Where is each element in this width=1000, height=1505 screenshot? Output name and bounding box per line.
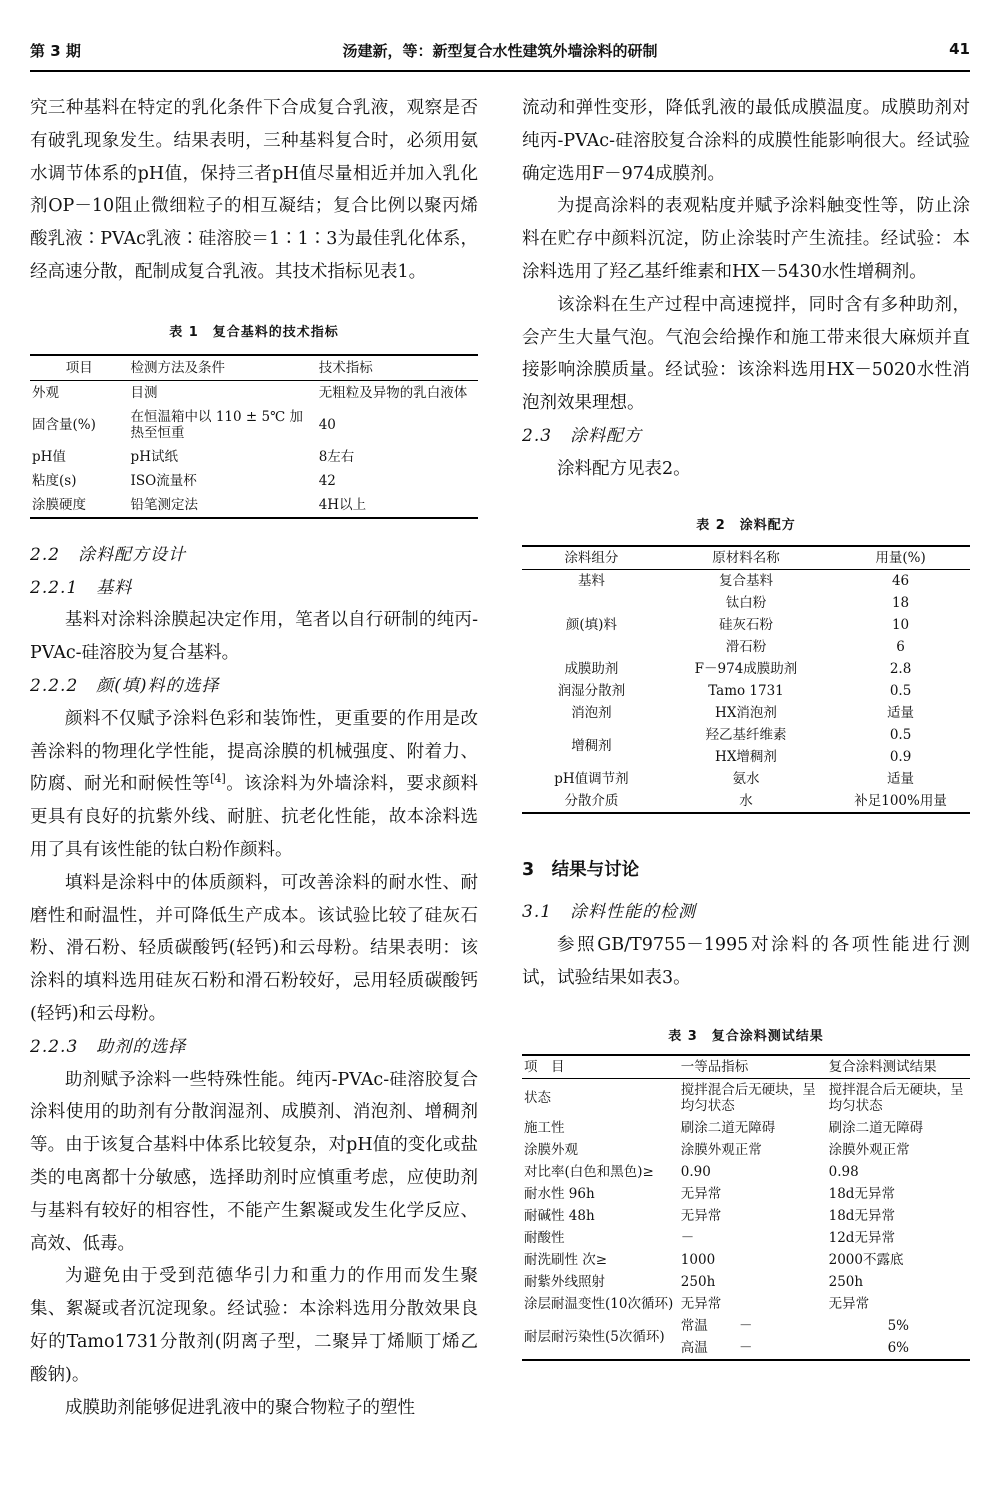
table-cell: 铅笔测定法 — [130, 496, 199, 513]
paragraph: 参照GB/T9755－1995对涂料的各项性能进行测试，试验结果如表3。 — [522, 935, 970, 988]
table-cell: 0.98 — [828, 1163, 859, 1180]
table-cell: 固含量(%) — [32, 416, 96, 433]
table-cell: 耐酸性 — [524, 1229, 565, 1246]
table-cell: 氨水 — [732, 770, 760, 787]
table-header-cell: 项目 — [65, 359, 93, 376]
table-row — [30, 445, 478, 469]
table-cell: 2000不露底 — [828, 1251, 904, 1268]
table-header-row — [522, 1055, 970, 1079]
table-cell: 0.5 — [889, 726, 912, 743]
table-cell: 耐洗刷性 次≥ — [524, 1251, 608, 1268]
left-column — [30, 92, 478, 1424]
table-cell: 0.5 — [889, 682, 912, 699]
table2 — [522, 545, 970, 814]
table-row — [30, 405, 478, 445]
table-row — [522, 1117, 970, 1139]
running-header — [30, 36, 970, 66]
table-cell: 18d无异常 — [828, 1207, 895, 1224]
table-header-cell: 检测方法及条件 — [130, 359, 226, 376]
table3 — [522, 1054, 970, 1361]
paragraph: 究三种基料在特定的乳化条件下合成复合乳液，观察是否有破乳现象发生。结果表明，三种基料复合时，必须用氨水调节体系的pH值，保持三者pH值尽量相近并加入乳化剂OP－10阻止微细粒子的相互凝结；复合比例以聚丙烯酸乳液∶PVAc乳液∶硅溶胶＝1∶1∶3为最佳乳化体系，经高速分散，配制成复合乳液。其技术指标见表1。 — [30, 98, 478, 282]
table-cell: 18d无异常 — [828, 1185, 895, 1202]
table-row — [522, 768, 970, 790]
table-row — [522, 1249, 970, 1271]
table-cell: 无异常 — [680, 1207, 722, 1224]
table-cell: 涂膜外观正常 — [680, 1141, 762, 1158]
table-cell: 增稠剂 — [571, 737, 612, 754]
citation-ref: [4] — [210, 772, 226, 786]
table-cell: 粘度(s) — [32, 472, 77, 489]
table-cell: 18 — [891, 594, 910, 611]
table-cell: 2.8 — [889, 660, 912, 677]
issue-label: 第 3 期 — [30, 42, 81, 60]
paragraph: 助剂赋予涂料一些特殊性能。纯丙-PVAc-硅溶胶复合涂料使用的助剂有分散润湿剂、成膜剂、消泡剂、增稠剂等。由于该复合基料中体系比较复杂，对pH值的变化或盐类的电离都十分敏感，选择助剂时应慎重考虑，应使助剂与基料有较好的相容性，不能产生絮凝或发生化学反应、高效、低毒。 — [30, 1069, 478, 1254]
subsection-heading: 2.2.2 颜(填)料的选择 — [30, 675, 220, 696]
table-cell: 基料 — [577, 572, 605, 589]
table-cell: 润湿分散剂 — [557, 682, 626, 699]
table-cell: 0.9 — [889, 748, 912, 765]
table-cell: 250h — [680, 1273, 716, 1290]
paragraph-text: 颜料不仅赋予涂料色彩和装饰性，更重要的作用是改善涂料的物理化学性能，提高涂膜的机械强度、附着力、防腐、耐光和耐候性等 — [30, 708, 478, 795]
subsection-heading: 3.1 涂料性能的检测 — [522, 902, 697, 923]
table-cell: 适量 — [887, 704, 915, 721]
table-cell: 适量 — [887, 770, 915, 787]
paragraph: 涂料配方见表2。 — [557, 458, 691, 479]
table-cell: 10 — [891, 616, 910, 633]
paragraph: 基料对涂料涂膜起决定作用，笔者以自行研制的纯丙-PVAc-硅溶胶为复合基料。 — [30, 610, 478, 664]
table-cell: 消泡剂 — [571, 704, 612, 721]
table-cell: 42 — [318, 472, 336, 489]
table-row — [522, 1205, 970, 1227]
table-header-row — [522, 546, 970, 570]
table-cell: 涂膜外观 — [524, 1141, 578, 1158]
table-cell: 补足100%用量 — [854, 792, 947, 809]
table-cell: Tamo 1731 — [708, 682, 784, 699]
subsection-heading: 2.2.3 助剂的选择 — [30, 1036, 187, 1057]
paragraph: 该涂料在生产过程中高速搅拌，同时含有多种助剂，会产生大量气泡。气泡会给操作和施工带来很大麻烦并直接影响涂膜质量。经试验：该涂料选用HX－5020水性消泡剂效果理想。 — [522, 294, 970, 414]
table-cell: 无异常 — [680, 1295, 722, 1312]
paragraph — [30, 703, 478, 867]
table-cell: 8左右 — [318, 448, 355, 465]
table-row — [522, 658, 970, 680]
paragraph: 流动和弹性变形，降低乳液的最低成膜温度。成膜助剂对纯丙-PVAc-硅溶胶复合涂料的成膜性能影响很大。经试验确定选用F－974成膜剂。 — [522, 98, 970, 184]
table-cell: 羟乙基纤维素 — [705, 726, 787, 743]
table-cell: 1000 — [680, 1251, 716, 1268]
table-cell: 外观 — [32, 384, 59, 401]
table-row — [522, 1271, 970, 1293]
table-row — [522, 1078, 970, 1117]
table-cell: 复合基料 — [718, 572, 773, 589]
section-heading: 2.2 涂料配方设计 — [30, 544, 187, 565]
table-cell: 耐水性 96h — [524, 1185, 595, 1202]
table-header-cell: 技术指标 — [318, 359, 373, 376]
table-row — [30, 469, 478, 493]
table-cell: 搅拌混合后无硬块，呈均匀状态 — [680, 1081, 816, 1114]
table-cell: 硅灰石粉 — [718, 616, 773, 633]
table-row — [522, 1227, 970, 1249]
table-cell: pH值 — [32, 448, 66, 465]
table-row — [522, 790, 970, 813]
paragraph: 填料是涂料中的体质颜料，可改善涂料的耐水性、耐磨性和耐温性，并可降低生产成本。该试验比较了硅灰石粉、滑石粉、轻质碳酸钙(轻钙)和云母粉。结果表明：该涂料的填料选用硅灰石粉和滑石粉较好，忌用轻质碳酸钙(轻钙)和云母粉。 — [30, 872, 478, 1024]
table-cell: 0.90 — [680, 1163, 711, 1180]
table-cell: 钛白粉 — [725, 594, 767, 611]
table-header-cell: 项 目 — [524, 1058, 565, 1075]
page-number: 41 — [949, 40, 970, 58]
paragraph-text: 。该涂料为外墙涂料，要求颜料更具有良好的抗紫外线、耐脏、抗老化性能，故本涂料选用了具有该性能的钛白粉作颜料。 — [30, 774, 479, 860]
table-cell: 耐紫外线照射 — [524, 1273, 605, 1290]
table-cell: HX增稠剂 — [715, 748, 777, 765]
table-row — [522, 1183, 970, 1205]
paragraph: 为避免由于受到范德华引力和重力的作用而发生聚集、絮凝或者沉淀现象。经试验：本涂料选用分散效果良好的Tamo1731分散剂(阴离子型，二聚异丁烯顺丁烯乙酸钠)。 — [30, 1266, 478, 1385]
table-cell: 涂层耐温变性(10次循环) — [524, 1295, 674, 1312]
running-title: 汤建新，等：新型复合水性建筑外墙涂料的研制 — [342, 42, 658, 60]
section-heading: 3 结果与讨论 — [522, 859, 640, 880]
table-cell: － — [680, 1229, 695, 1246]
section-heading: 2.3 涂料配方 — [522, 425, 643, 446]
table-cell: HX消泡剂 — [715, 704, 777, 721]
paragraph: 成膜助剂能够促进乳液中的聚合物粒子的塑性 — [65, 1397, 415, 1418]
table-cell: 刷涂二道无障碍 — [828, 1119, 924, 1136]
table-cell: pH值调节剂 — [554, 770, 629, 787]
table3-caption: 表 3 复合涂料测试结果 — [668, 1028, 824, 1044]
table-header-cell: 一等品指标 — [680, 1058, 749, 1075]
table-cell: 常温 — [680, 1317, 708, 1334]
table-cell: 涂膜硬度 — [32, 496, 86, 513]
table-cell: F－974成膜助剂 — [694, 660, 798, 677]
table-cell: 搅拌混合后无硬块，呈均匀状态 — [828, 1081, 964, 1114]
table-cell: 分散介质 — [564, 792, 619, 809]
table-row — [522, 1315, 970, 1337]
table-cell: 颜(填)料 — [565, 616, 617, 633]
table-row — [522, 592, 970, 614]
table-cell: 目测 — [130, 384, 158, 401]
table1-caption: 表 1 复合基料的技术指标 — [169, 324, 339, 340]
table-row — [522, 702, 970, 724]
table2-caption: 表 2 涂料配方 — [696, 517, 796, 533]
paragraph: 为提高涂料的表观粘度并赋予涂料触变性等，防止涂料在贮存中颜料沉淀，防止涂装时产生流挂。经试验：本涂料选用了羟乙基纤维素和HX－5430水性增稠剂。 — [522, 196, 970, 282]
table-cell: 40 — [318, 416, 336, 433]
table-cell: － — [739, 1317, 753, 1334]
table-cell: 滑石粉 — [725, 638, 767, 655]
table-cell: 状态 — [524, 1089, 551, 1106]
table-row — [30, 493, 478, 518]
table-header-cell: 涂料组分 — [564, 549, 619, 566]
table-cell: 耐层耐污染性(5次循环) — [524, 1328, 665, 1345]
table-header-cell: 原材料名称 — [712, 549, 780, 566]
table-header-cell: 复合涂料测试结果 — [828, 1058, 937, 1075]
table-cell: 6% — [887, 1339, 910, 1356]
table-header-cell: 用量(%) — [875, 549, 926, 566]
table-cell: － — [739, 1339, 753, 1356]
table-cell: 6 — [896, 638, 905, 655]
table-cell: 成膜助剂 — [564, 660, 619, 677]
table-row — [522, 1293, 970, 1315]
table-cell: 对比率(白色和黑色)≥ — [524, 1163, 654, 1180]
table-cell: 无异常 — [828, 1295, 870, 1312]
table-row — [522, 680, 970, 702]
table-cell: 12d无异常 — [828, 1229, 895, 1246]
table-cell: 涂膜外观正常 — [828, 1141, 910, 1158]
table-row — [522, 1161, 970, 1183]
table-header-row — [30, 355, 478, 381]
table-cell: 施工性 — [524, 1119, 565, 1136]
header-rule — [30, 70, 970, 72]
table1 — [30, 354, 478, 519]
table-row — [522, 724, 970, 746]
table-cell: 4H以上 — [318, 496, 367, 513]
subsection-heading: 2.2.1 基料 — [30, 577, 133, 598]
table-row — [522, 1139, 970, 1161]
table-cell: 46 — [891, 572, 910, 589]
table-cell: 刷涂二道无障碍 — [680, 1119, 776, 1136]
table-cell: 高温 — [680, 1339, 708, 1356]
table-cell: ISO流量杯 — [130, 472, 197, 489]
table-cell: 水 — [739, 792, 753, 809]
right-column — [522, 92, 970, 1361]
table-cell: 无粗粒及异物的乳白液体 — [318, 384, 468, 401]
table-cell: 无异常 — [680, 1185, 722, 1202]
table-cell: 在恒温箱中以 110 ± 5℃ 加热至恒重 — [130, 408, 303, 441]
table-cell: pH试纸 — [130, 448, 178, 465]
table-cell: 耐碱性 48h — [524, 1207, 595, 1224]
table-cell: 250h — [828, 1273, 864, 1290]
table-cell: 5% — [887, 1317, 910, 1334]
table-row — [522, 569, 970, 592]
table-row — [30, 380, 478, 405]
